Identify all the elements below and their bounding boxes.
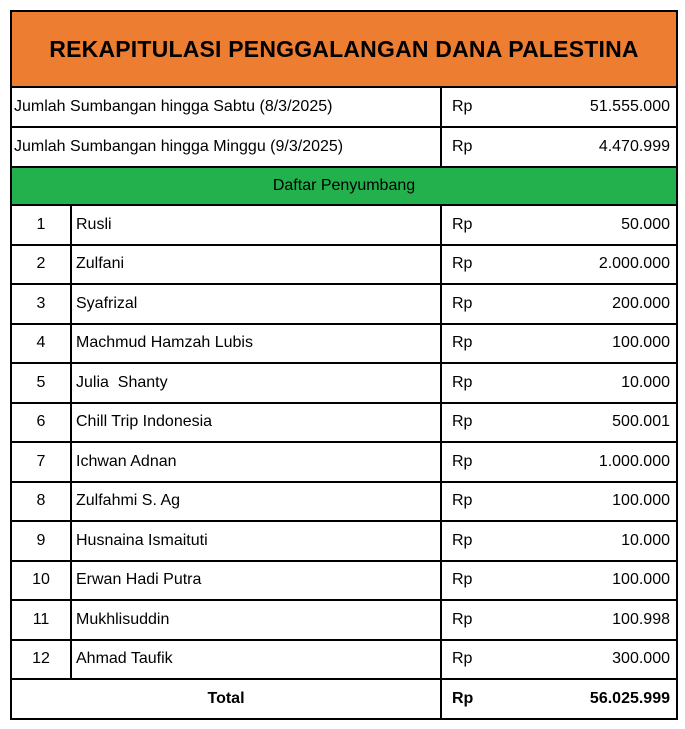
- total-amount: 56.025.999: [589, 690, 670, 707]
- donor-name: Machmud Hamzah Lubis: [72, 325, 442, 363]
- table-row: [10, 483, 678, 523]
- donor-list: [10, 206, 678, 680]
- summary-row-sunday: [10, 128, 678, 168]
- summary-amount: 51.555.000: [589, 98, 670, 115]
- donation-recap-table: [10, 10, 678, 720]
- table-row: [10, 601, 678, 641]
- donation-amount: 100.000: [612, 571, 670, 589]
- donation-amount: 300.000: [612, 650, 670, 668]
- table-row: [10, 285, 678, 325]
- currency-label: Rp: [452, 255, 473, 273]
- donor-name: Zulfahmi S. Ag: [72, 483, 442, 521]
- currency-label: Rp: [452, 452, 473, 470]
- table-title: REKAPITULASI PENGGALANGAN DANA PALESTINA: [10, 10, 678, 88]
- summary-amount: 4.470.999: [598, 138, 670, 155]
- row-number: 9: [12, 522, 72, 560]
- section-header: Daftar Penyumbang: [10, 168, 678, 206]
- row-number: 2: [12, 246, 72, 284]
- donor-name: Ahmad Taufik: [72, 641, 442, 679]
- currency-label: Rp: [452, 215, 473, 233]
- donor-name: Erwan Hadi Putra: [72, 562, 442, 600]
- table-row: [10, 641, 678, 681]
- currency-label: Rp: [452, 571, 473, 589]
- table-row: [10, 325, 678, 365]
- currency-label: Rp: [452, 294, 473, 312]
- donation-amount: 10.000: [621, 373, 670, 391]
- row-number: 3: [12, 285, 72, 323]
- currency-label: Rp: [452, 650, 473, 668]
- currency-label: Rp: [452, 531, 473, 549]
- table-row: [10, 522, 678, 562]
- currency-label: Rp: [452, 98, 473, 115]
- table-row: [10, 206, 678, 246]
- row-number: 8: [12, 483, 72, 521]
- row-number: 1: [12, 206, 72, 244]
- donor-name: Ichwan Adnan: [72, 443, 442, 481]
- table-row: [10, 404, 678, 444]
- summary-label: Jumlah Sumbangan hingga Minggu (9/3/2025): [12, 128, 442, 166]
- donor-name: Mukhlisuddin: [72, 601, 442, 639]
- donor-name: Zulfani: [72, 246, 442, 284]
- table-row: [10, 364, 678, 404]
- donation-amount: 2.000.000: [598, 255, 670, 273]
- total-label: Total: [12, 680, 442, 718]
- row-number: 7: [12, 443, 72, 481]
- donor-name: Julia Shanty: [72, 364, 442, 402]
- currency-label: Rp: [452, 413, 473, 431]
- donation-amount: 100.000: [612, 334, 670, 352]
- donation-amount: 100.998: [612, 610, 670, 628]
- currency-label: Rp: [452, 138, 473, 155]
- row-number: 11: [12, 601, 72, 639]
- donor-name: Syafrizal: [72, 285, 442, 323]
- table-row: [10, 246, 678, 286]
- donation-amount: 50.000: [621, 215, 670, 233]
- donation-amount: 200.000: [612, 294, 670, 312]
- currency-label: Rp: [452, 492, 473, 510]
- donor-name: Rusli: [72, 206, 442, 244]
- currency-label: Rp: [452, 690, 474, 707]
- donation-amount: 1.000.000: [598, 452, 670, 470]
- row-number: 10: [12, 562, 72, 600]
- donation-amount: 10.000: [621, 531, 670, 549]
- currency-label: Rp: [452, 610, 473, 628]
- summary-row-saturday: [10, 88, 678, 128]
- total-row: [10, 680, 678, 720]
- row-number: 6: [12, 404, 72, 442]
- donor-name: Chill Trip Indonesia: [72, 404, 442, 442]
- donation-amount: 500.001: [612, 413, 670, 431]
- donation-amount: 100.000: [612, 492, 670, 510]
- summary-label: Jumlah Sumbangan hingga Sabtu (8/3/2025): [12, 88, 442, 126]
- table-row: [10, 443, 678, 483]
- table-row: [10, 562, 678, 602]
- currency-label: Rp: [452, 334, 473, 352]
- row-number: 12: [12, 641, 72, 679]
- donor-name: Husnaina Ismaituti: [72, 522, 442, 560]
- row-number: 5: [12, 364, 72, 402]
- currency-label: Rp: [452, 373, 473, 391]
- row-number: 4: [12, 325, 72, 363]
